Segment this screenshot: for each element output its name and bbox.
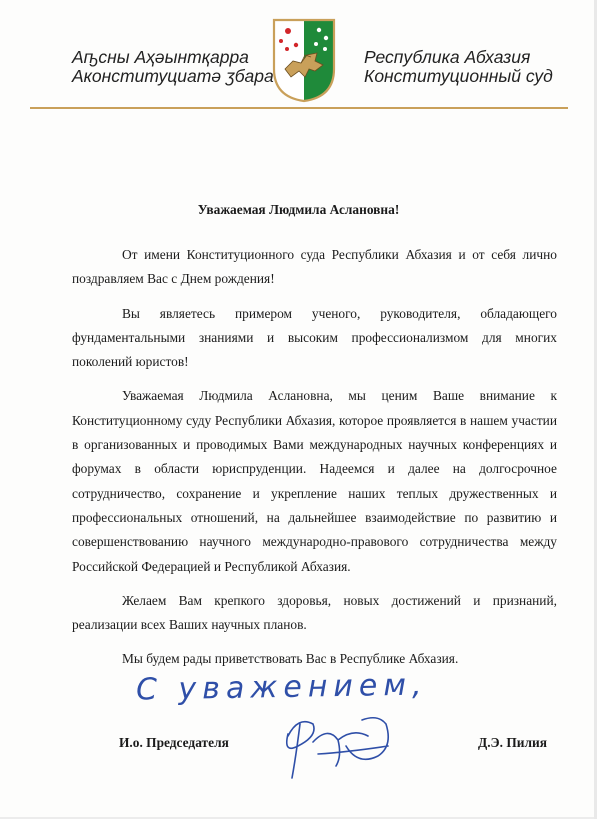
header-left-line1: Аҧсны Аҳәынтқарра <box>72 47 249 67</box>
header-abkhaz-name <box>72 48 274 86</box>
letter-salutation: Уважаемая Людмила Аслановна! <box>197 202 400 217</box>
paragraph-wishes: Желаем Вам крепкого здоровья, новых достижений и признаний, реализации всех Ваших научных планов. <box>72 592 557 633</box>
header-russian-name <box>364 48 553 86</box>
paragraph-invitation: Мы будем рады приветствовать Вас в Республике Абхазия. <box>122 651 459 667</box>
paragraph-cooperation: Уважаемая Людмила Аслановна, мы ценим Ваше внимание к Конституционному суду Республики Абхазия, которое проявляется в нашем участии в организованных и проводимых Вами международных научных конференциях и форумах в области юриспруденции. Надеемся и далее на долгосрочное сотрудничество, сохранение и укрепление наших теплых дружественных и профессиональных отношений, на дальнейшее взаимодействие по развитию и совершенствованию научного международно-правового сотрудничества между Российской Федерацией и Республикой Абхазия. <box>72 388 557 574</box>
coat-of-arms-emblem-icon <box>271 17 337 103</box>
header-right-line1: Республика Абхазия <box>364 47 531 67</box>
paragraph-role-model: Вы являетесь примером ученого, руководителя, обладающего фундаментальными знаниями и высоким профессионализмом для многих поколений юристов! <box>72 305 557 370</box>
header-divider <box>30 107 568 109</box>
letter-body <box>72 243 557 672</box>
header-right-line2: Конституционный суд <box>364 66 553 86</box>
signer-name: Д.Э. Пилия <box>478 735 547 750</box>
handwritten-signature <box>258 706 408 782</box>
header-left-line2: Аконституциатә ӡбара <box>72 66 274 86</box>
paragraph-greeting: От имени Конституционного суда Республики Абхазия и от себя лично поздравляем Вас с Днем рождения! <box>72 247 557 287</box>
signer-title: И.о. Председателя <box>119 735 229 750</box>
handwritten-closing: С уважением, <box>135 667 428 708</box>
